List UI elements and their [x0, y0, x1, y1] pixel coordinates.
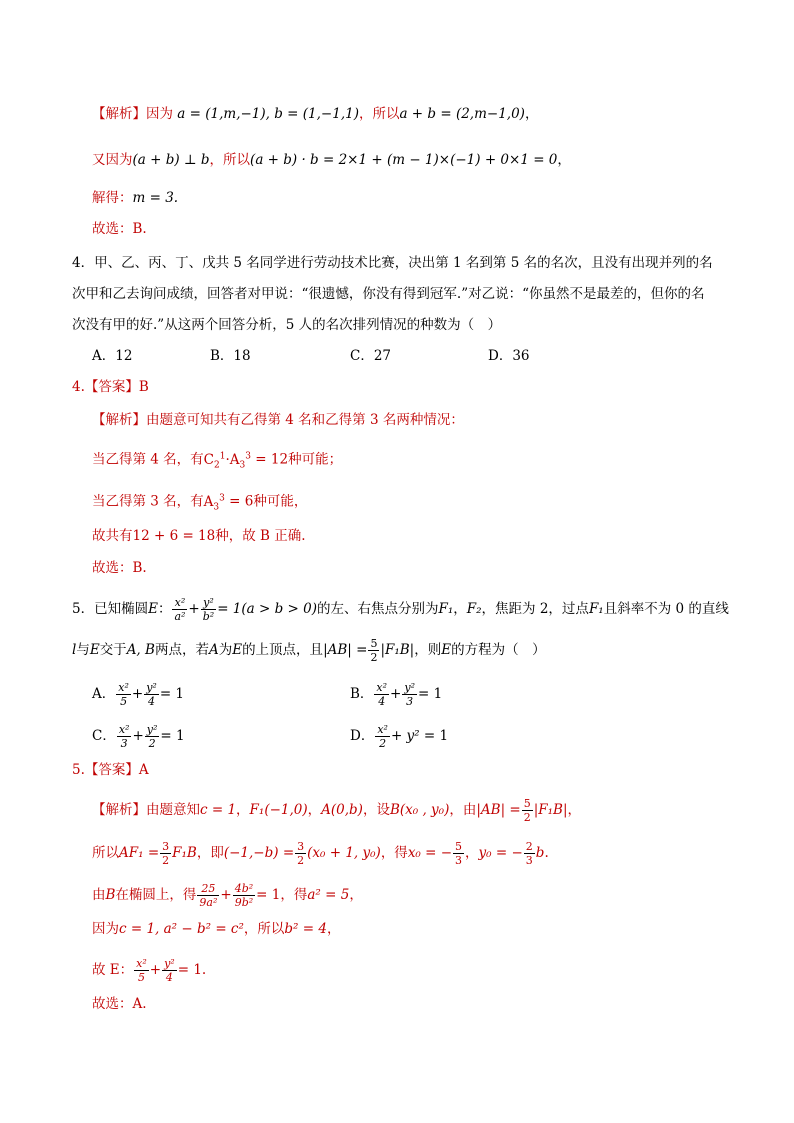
- q5-text: 且斜率不为 0 的直线: [603, 601, 729, 617]
- a5-math: A(0,b): [321, 802, 363, 818]
- p3-text: ，所以: [358, 106, 400, 122]
- a5-text: ，: [349, 887, 363, 903]
- a5-choice: 故选：A.: [92, 996, 147, 1012]
- a4-line-1: [92, 410, 464, 430]
- option-label: D．: [350, 728, 375, 744]
- option-eq: = 1: [417, 686, 443, 702]
- q5-math: |F₁B|: [380, 642, 415, 658]
- a4-text: 故共有: [92, 528, 133, 544]
- sum-math: 12 + 6 = 18: [132, 528, 216, 544]
- a5-text: ，: [567, 802, 582, 818]
- fraction: $\frac{\text{y²}}{\text{b²}}$: [202, 596, 215, 623]
- fraction: $\frac{\text{4b²}}{\text{9b²}}$: [234, 882, 254, 909]
- fraction: $\frac{5}{2}$: [370, 637, 378, 664]
- a5-text: ，得: [380, 845, 408, 861]
- a5-line-1: [92, 797, 581, 824]
- q4-line-3: 次没有甲的好.”从这两个回答分析，5 人的名次排列情况的种数为（ ）: [72, 317, 502, 333]
- a4-text: 种可能，: [253, 493, 308, 510]
- a5-text: ，所以: [243, 921, 285, 937]
- analysis-label: 【解析】: [92, 106, 146, 122]
- q5-math: E: [89, 642, 100, 658]
- q5-math: |AB| =: [323, 642, 368, 658]
- q4-option-d: D．36: [488, 348, 530, 364]
- a5-text: ，得: [280, 887, 308, 903]
- q5-math: E: [441, 642, 452, 658]
- p3-text: 因为: [146, 106, 173, 122]
- a5-math: |AB| =: [476, 802, 521, 818]
- q5-text: 两点，若: [154, 642, 209, 658]
- p3-text: ，所以: [209, 152, 251, 168]
- combination-math: $C_2^1\cdot A_3^3$: [203, 451, 251, 471]
- dot-product-math: (a + b) · b = 2×1 + (m − 1)×(−1) + 0×1 = 0: [250, 152, 558, 168]
- q5-text: 5．已知椭圆: [72, 601, 149, 617]
- vector-sum-math: a + b = (2,m−1,0): [399, 106, 525, 122]
- option-eq: = 1: [160, 728, 185, 744]
- a5-math: |F₁B|: [533, 802, 568, 818]
- p3-text: ，: [557, 152, 571, 168]
- a5-line-4: [92, 919, 340, 939]
- a5-answer: 5.【答案】A: [72, 762, 149, 778]
- q5-line-2: [72, 637, 546, 664]
- q5-text: 交于: [99, 642, 127, 658]
- a5-text: ，: [236, 802, 250, 818]
- arrangement-math: $A_3^3$: [203, 493, 225, 513]
- option-label: B．: [350, 686, 374, 702]
- q5-option-a: A． $\frac{\text{x²}}{5}$ + $\frac{\text{y²}}{4}$ = 1: [92, 681, 185, 708]
- q5-text: 与: [76, 642, 90, 658]
- a5-math: a² = 5: [307, 887, 350, 903]
- q5-text: ，焦距为 2，过点: [481, 601, 589, 617]
- a4-line-3: 当乙得第 3 名，有$A_3^3 = 6$种可能，: [92, 493, 308, 513]
- p3-text: ，: [524, 106, 539, 122]
- fraction: $\frac{\text{x²}}{5}$: [118, 681, 129, 708]
- fraction: $\frac{\text{y²}}{2}$: [146, 723, 158, 750]
- a5-math: B: [105, 887, 116, 903]
- option-label: A．: [92, 686, 116, 702]
- fraction: $\frac{\text{x²}}{3}$: [118, 723, 130, 750]
- q5-text: ，则: [414, 642, 442, 658]
- q4-line-2: 次甲和乙去询问成绩，回答者对甲说：“很遗憾，你没有得到冠军.”对乙说：“你虽然不是最差的，但你的名: [72, 286, 705, 302]
- solution-math: m = 3.: [132, 190, 179, 206]
- q5-math: F₁: [438, 601, 454, 617]
- a5-math: B(x₀ , y₀): [389, 802, 450, 818]
- a5-math: c = 1, a² − b² = c²: [119, 921, 244, 937]
- q4-option-c: C．27: [350, 348, 392, 364]
- option-eq: = 1: [423, 728, 449, 744]
- p3-line-1: [92, 104, 538, 124]
- a5-text: ，由: [449, 802, 477, 818]
- fraction: $\frac{5}{3}$: [455, 840, 463, 867]
- option-label: C．: [92, 728, 116, 744]
- a5-math: = 1: [177, 962, 202, 978]
- a5-line-5: 故 E： $\frac{\text{x²}}{5}$ + $\frac{\text{y²}}{4}$ = 1.: [92, 957, 207, 984]
- a5-math: F₁B: [172, 845, 197, 861]
- q5-text: 为: [218, 642, 233, 658]
- a5-line-3: 由B在椭圆上，得 $\frac{25}{\text{9a²}}$ + $\frac{\text{4b²}}{\text{9b²}}$ = 1，得a² = 5，: [92, 882, 363, 909]
- q5-option-d: D． $\frac{\text{x²}}{2}$ + y² = 1: [350, 723, 449, 750]
- fraction: $\frac{3}{2}$: [297, 840, 305, 867]
- a5-text: 所以: [92, 845, 119, 861]
- a4-text: 当乙得第 3 名，有: [92, 493, 204, 510]
- q5-text: ：: [157, 601, 172, 617]
- fraction: $\frac{\text{y²}}{3}$: [404, 681, 415, 708]
- a5-text: 由题意知: [146, 802, 200, 818]
- a5-math: (−1,−b) =: [223, 845, 295, 861]
- a5-math: y₀ = −: [478, 845, 523, 861]
- q5-text: 的左、右焦点分别为: [316, 601, 439, 617]
- p3-line-3: [92, 188, 178, 208]
- q5-option-b: B． $\frac{\text{x²}}{4}$ + $\frac{\text{y²}}{3}$ = 1: [350, 681, 443, 708]
- a5-text: ，设: [362, 802, 390, 818]
- fraction: $\frac{\text{y²}}{4}$: [164, 957, 175, 984]
- q5-math: = 1(a > b > 0): [217, 601, 317, 617]
- fraction: $\frac{\text{x²}}{5}$: [136, 957, 147, 984]
- a5-text: 由: [92, 887, 106, 903]
- analysis-label: 【解析】: [92, 412, 146, 428]
- fraction: $\frac{5}{2}$: [523, 797, 531, 824]
- p3-choice: 故选：B.: [92, 221, 147, 237]
- q5-math: E: [232, 642, 243, 658]
- q5-math: A, B: [126, 642, 155, 658]
- a4-text: 当乙得第 4 名，有: [92, 451, 204, 468]
- fraction: $\frac{\text{x²}}{\text{a²}}$: [174, 596, 186, 623]
- fraction: $\frac{2}{3}$: [525, 840, 533, 867]
- a5-text: 在椭圆上，得: [115, 887, 197, 903]
- fraction: $\frac{\text{x²}}{4}$: [376, 681, 388, 708]
- a5-text: ，即: [196, 845, 224, 861]
- fraction: $\frac{\text{y²}}{4}$: [146, 681, 157, 708]
- a4-choice: 故选：B.: [92, 560, 147, 576]
- p3-text: 解得：: [92, 190, 133, 206]
- a5-math: = 1: [256, 887, 281, 903]
- q5-math: l: [72, 642, 77, 658]
- a5-text: ，: [465, 845, 479, 861]
- a5-math: x₀ = −: [407, 845, 453, 861]
- a5-math: b² = 4: [284, 921, 327, 937]
- a5-math: (x₀ + 1, y₀): [307, 845, 381, 861]
- fraction: $\frac{3}{2}$: [162, 840, 170, 867]
- a4-answer: 4.【答案】B: [72, 379, 149, 395]
- fraction: $\frac{\text{x²}}{2}$: [377, 723, 388, 750]
- a4-text: 种可能；: [288, 451, 343, 468]
- q4-option-a: A．12: [92, 348, 133, 364]
- vector-math: a = (1,m,−1), b = (1,−1,1): [177, 106, 359, 122]
- q5-line-1: 5．已知椭圆E： $\frac{\text{x²}}{\text{a²}}$ + $\frac{\text{y²}}{\text{b²}}$ = 1(a > b > 0)的左、右焦点分别为F₁，F₂，焦距为 2，过点F₁且斜率不为 0 的直线: [72, 596, 729, 623]
- q5-math: A: [208, 642, 219, 658]
- a5-text: 因为: [92, 921, 119, 937]
- a5-text: .: [201, 962, 207, 978]
- a4-text: 种，故 B 正确.: [215, 528, 306, 544]
- q4-option-b: B．18: [210, 348, 251, 364]
- a5-line-2: [92, 840, 549, 867]
- option-eq: = 1: [159, 686, 185, 702]
- a5-math: c = 1: [200, 802, 237, 818]
- q5-math: E: [148, 601, 158, 617]
- p3-line-2: [92, 150, 571, 170]
- perp-math: (a + b) ⊥ b: [132, 152, 210, 168]
- a5-text: ，: [326, 921, 341, 937]
- a5-math: F₁(−1,0): [249, 802, 308, 818]
- q5-text: ，: [453, 601, 467, 617]
- q4-line-1: 4．甲、乙、丙、丁、戊共 5 名同学进行劳动技术比赛，决出第 1 名到第 5 名的名次，且没有出现并列的名: [72, 255, 713, 271]
- fraction: $\frac{25}{\text{9a²}}$: [199, 882, 218, 909]
- a4-line-2: 当乙得第 4 名，有$C_2^1\cdot A_3^3 = 12$种可能；: [92, 451, 343, 471]
- q5-math: F₂: [466, 601, 482, 617]
- q5-math: F₁: [588, 601, 604, 617]
- q5-text: 的方程为（ ）: [451, 642, 546, 658]
- q5-text: 的上顶点，且: [242, 642, 324, 658]
- a5-math: b: [535, 845, 545, 861]
- a5-text: 故 E：: [92, 962, 134, 978]
- a5-text: ，: [307, 802, 322, 818]
- p3-text: 又因为: [92, 152, 133, 168]
- a4-line-4: [92, 526, 306, 546]
- q5-option-c: C． $\frac{\text{x²}}{3}$ + $\frac{\text{y²}}{2}$ = 1: [92, 723, 185, 750]
- a5-text: .: [544, 845, 549, 861]
- a4-text: 由题意可知共有乙得第 4 名和乙得第 3 名两种情况：: [146, 412, 464, 428]
- analysis-label: 【解析】: [92, 802, 146, 818]
- a5-math: AF₁ =: [119, 845, 160, 861]
